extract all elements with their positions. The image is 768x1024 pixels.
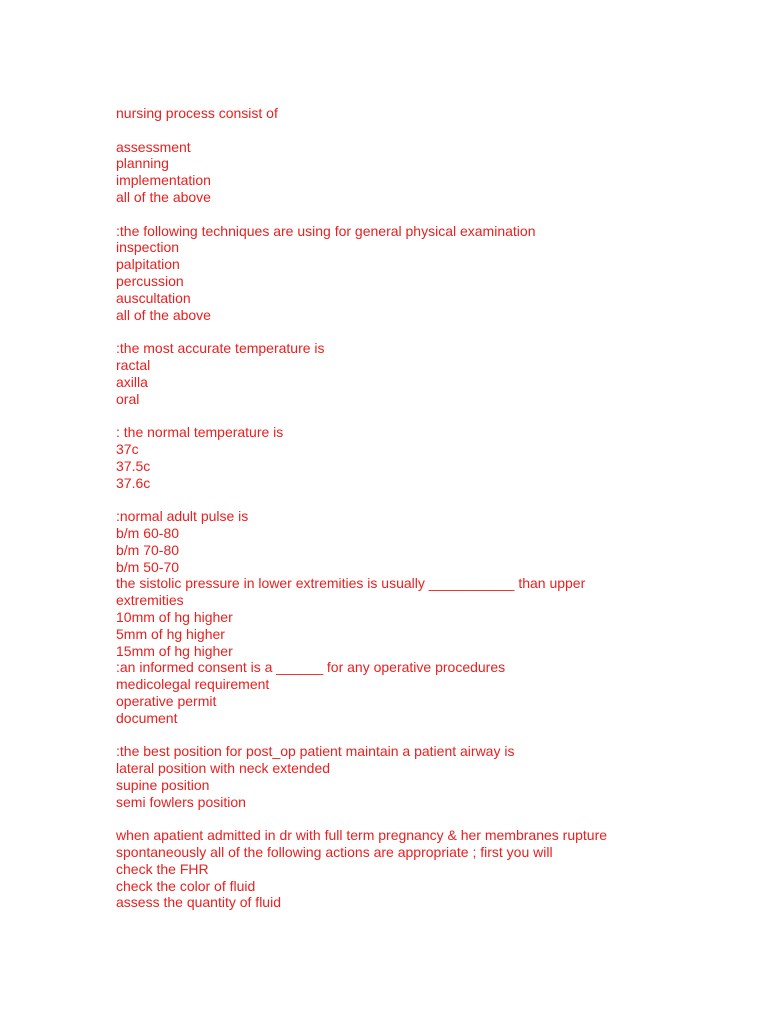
answer-option: 10mm of hg higher	[116, 608, 233, 625]
spacer	[116, 810, 646, 827]
answer-option: b/m 50-70	[116, 558, 180, 575]
spacer	[116, 206, 646, 223]
answer-option: medicolegal requirement	[116, 676, 270, 693]
spacer	[116, 407, 646, 424]
question-block	[116, 508, 646, 575]
answer-option: supine position	[116, 776, 210, 793]
answer-option: 5mm of hg higher	[116, 625, 225, 642]
answer-option: assess the quantity of fluid	[116, 894, 281, 911]
answer-option: percussion	[116, 272, 184, 289]
answer-option: 37c	[116, 440, 139, 457]
answer-option: 37.6c	[116, 474, 151, 491]
answer-option: implementation	[116, 172, 211, 189]
answer-option: planning	[116, 155, 169, 172]
question-block	[116, 575, 646, 659]
question-block	[116, 424, 646, 491]
question-prompt: :the following techniques are using for general physical examination	[116, 222, 536, 239]
question-prompt: :an informed consent is a ______ for any operative procedures	[116, 659, 506, 676]
answer-option: semi fowlers position	[116, 793, 246, 810]
answer-option: axilla	[116, 373, 148, 390]
question-prompt: : the normal temperature is	[116, 424, 284, 441]
answer-option: ractal	[116, 356, 151, 373]
spacer	[116, 122, 646, 139]
document-body	[116, 105, 646, 911]
answer-option: palpitation	[116, 256, 180, 273]
spacer	[116, 491, 646, 508]
question-block	[116, 827, 646, 911]
question-block	[116, 743, 646, 810]
question-block	[116, 223, 646, 324]
answer-option: b/m 70-80	[116, 541, 180, 558]
answer-option: 15mm of hg higher	[116, 642, 233, 659]
answer-option: document	[116, 709, 178, 726]
question-prompt: when apatient admitted in dr with full term pregnancy & her membranes rupture spontaneously all of the following actions are appropriate ; first you will	[116, 827, 611, 861]
answer-option: oral	[116, 390, 140, 407]
question-block	[116, 659, 646, 726]
answer-option: lateral position with neck extended	[116, 760, 331, 777]
question-block	[116, 105, 646, 206]
answer-option: assessment	[116, 138, 191, 155]
question-prompt: :normal adult pulse is	[116, 508, 249, 525]
answer-option: check the FHR	[116, 860, 209, 877]
spacer	[116, 726, 646, 743]
answer-option: b/m 60-80	[116, 524, 180, 541]
question-prompt: the sistolic pressure in lower extremities is usually ___________ than upper extremities	[116, 575, 590, 609]
answer-option: inspection	[116, 239, 180, 256]
answer-option: all of the above	[116, 188, 211, 205]
answer-option: check the color of fluid	[116, 877, 256, 894]
spacer	[116, 323, 646, 340]
question-prompt: :the best position for post_op patient maintain a patient airway is	[116, 743, 515, 760]
answer-option: 37.5c	[116, 457, 151, 474]
answer-option: operative permit	[116, 692, 217, 709]
answer-option: all of the above	[116, 306, 211, 323]
answer-option: auscultation	[116, 289, 191, 306]
question-prompt: nursing process consist of	[116, 105, 278, 121]
question-prompt: :the most accurate temperature is	[116, 340, 325, 357]
question-block	[116, 340, 646, 407]
